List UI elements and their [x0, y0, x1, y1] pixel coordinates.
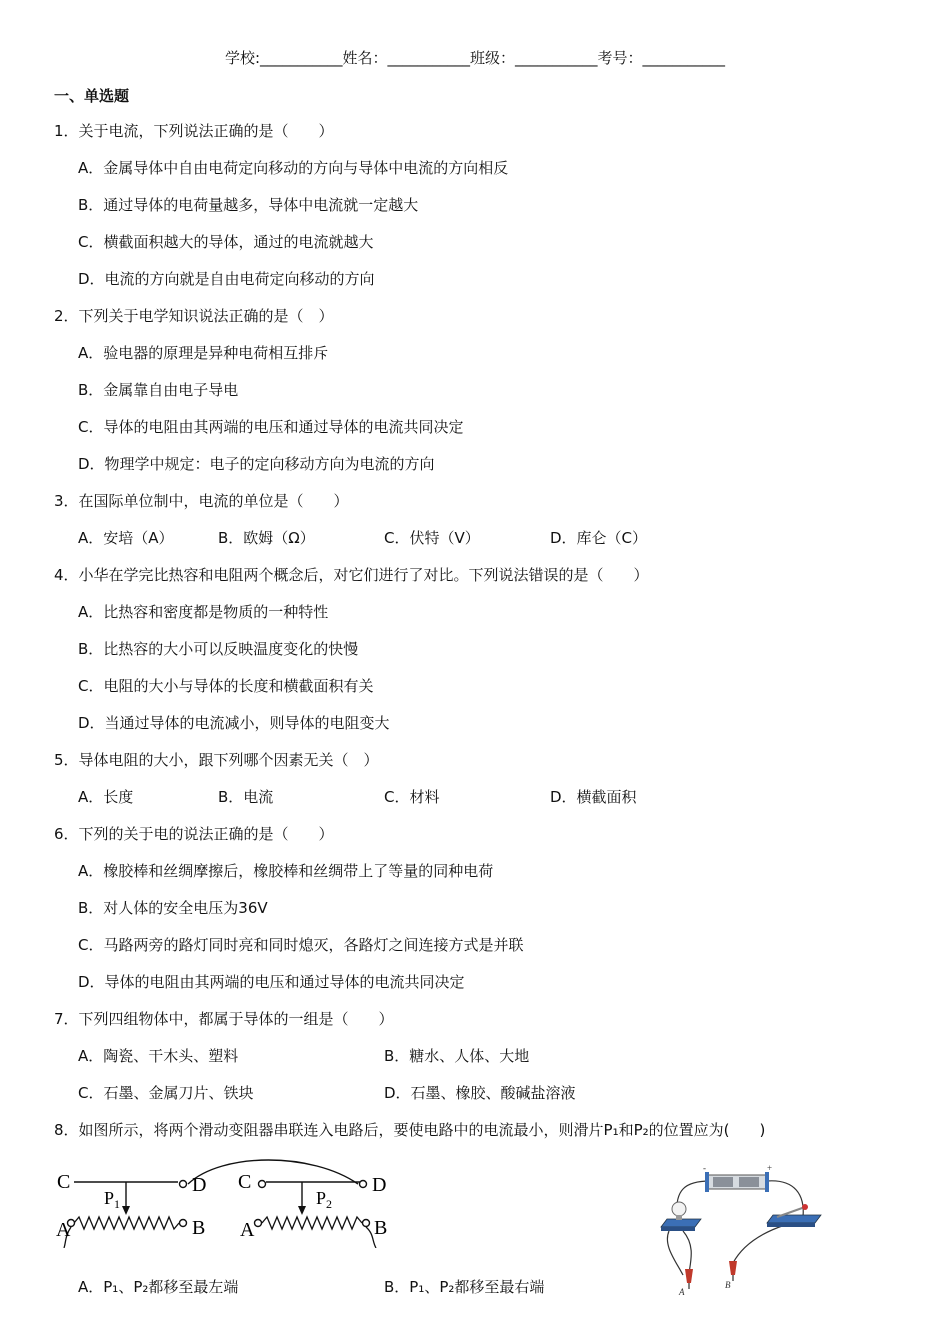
question-3-option-b: B．欧姆（Ω）: [218, 529, 315, 547]
question-7-stem: 7．下列四组物体中，都属于导体的一组是（ ）: [54, 1010, 394, 1028]
question-6-option-d: D．导体的电阻由其两端的电压和通过导体的电流共同决定: [78, 973, 465, 991]
question-4-stem: 4．小华在学完比热容和电阻两个概念后，对它们进行了对比。下列说法错误的是（ ）: [54, 566, 649, 584]
question-6-option-a: A．橡胶棒和丝绸摩擦后，橡胶棒和丝绸带上了等量的同种电荷: [78, 862, 494, 880]
clip-a-label: A: [679, 1287, 685, 1295]
question-7-option-a: A．陶瓷、干木头、塑料: [78, 1047, 239, 1065]
question-3-stem: 3．在国际单位制中，电流的单位是（ ）: [54, 492, 349, 510]
terminal-c2-label: C: [238, 1171, 252, 1193]
terminal-b1-label: B: [192, 1217, 206, 1239]
battery-plus-label: +: [767, 1165, 773, 1173]
slider-p2-label: $P_2$: [316, 1188, 333, 1211]
question-1-stem: 1．关于电流，下列说法正确的是（ ）: [54, 122, 334, 140]
question-2-option-c: C．导体的电阻由其两端的电压和通过导体的电流共同决定: [78, 418, 464, 436]
question-2-option-b: B．金属靠自由电子导电: [78, 381, 239, 399]
slider-p1-label: $P_1$: [104, 1188, 121, 1211]
terminal-b1: [180, 1220, 187, 1227]
terminal-d1: [180, 1181, 187, 1188]
question-4-option-b: B．比热容的大小可以反映温度变化的快慢: [78, 640, 359, 658]
question-1-option-c: C．横截面积越大的导体，通过的电流就越大: [78, 233, 374, 251]
connecting-wire: [188, 1160, 358, 1184]
question-1-option-a: A．金属导体中自由电荷定向移动的方向与导体中电流的方向相反: [78, 159, 509, 177]
question-5-option-b: B．电流: [218, 788, 274, 806]
question-1-option-b: B．通过导体的电荷量越多，导体中电流就一定越大: [78, 196, 419, 214]
terminal-c2: [259, 1181, 266, 1188]
question-2-stem: 2．下列关于电学知识说法正确的是（ ）: [54, 307, 334, 325]
question-8-option-b: B．P₁、P₂都移至最右端: [384, 1278, 545, 1296]
section-title: 一、单选题: [54, 87, 130, 105]
question-7-option-c: C．石墨、金属刀片、铁块: [78, 1084, 254, 1102]
question-3-option-a: A．安培（A）: [78, 529, 174, 547]
question-4-option-c: C．电阻的大小与导体的长度和横截面积有关: [78, 677, 374, 695]
terminal-d2: [360, 1181, 367, 1188]
terminal-a2-label: A: [240, 1219, 255, 1241]
question-6-option-c: C．马路两旁的路灯同时亮和同时熄灭，各路灯之间连接方式是并联: [78, 936, 524, 954]
resistance-wire-1: [74, 1217, 179, 1229]
question-6-option-b: B．对人体的安全电压为36V: [78, 899, 268, 917]
question-8-option-a: A．P₁、P₂都移至最左端: [78, 1278, 239, 1296]
rheostat-diagram: [52, 1158, 402, 1248]
switch: [767, 1204, 821, 1227]
question-7-option-d: D．石墨、橡胶、酸碱盐溶液: [384, 1084, 576, 1102]
question-4-option-a: A．比热容和密度都是物质的一种特性: [78, 603, 329, 621]
question-6-stem: 6．下列的关于电的说法正确的是（ ）: [54, 825, 334, 843]
question-8-stem: 8．如图所示，将两个滑动变阻器串联连入电路后，要使电路中的电流最小，则滑片P₁和P₂的位置应为( ): [54, 1121, 766, 1139]
alligator-clip-a: [678, 1269, 693, 1295]
terminal-a1-label: A: [56, 1219, 71, 1241]
battery-holder: [703, 1165, 772, 1192]
terminal-d2-label: D: [372, 1174, 387, 1196]
question-2-option-d: D．物理学中规定：电子的定向移动方向为电流的方向: [78, 455, 435, 473]
question-3-option-d: D．库仑（C）: [550, 529, 648, 547]
terminal-a2: [255, 1220, 262, 1227]
rheostat-1: [56, 1171, 206, 1248]
terminal-b2: [363, 1220, 370, 1227]
terminal-b2-label: B: [374, 1217, 388, 1239]
question-5-option-c: C．材料: [384, 788, 440, 806]
question-3-option-c: C．伏特（V）: [384, 529, 480, 547]
battery-minus-label: -: [703, 1165, 706, 1173]
light-bulb: [661, 1202, 701, 1231]
terminal-d1-label: D: [192, 1174, 207, 1196]
question-1-option-d: D．电流的方向就是自由电荷定向移动的方向: [78, 270, 375, 288]
circuit-illustration: [655, 1165, 835, 1295]
question-2-option-a: A．验电器的原理是异种电荷相互排斥: [78, 344, 329, 362]
question-7-option-b: B．糖水、人体、大地: [384, 1047, 530, 1065]
rheostat-2: [238, 1171, 387, 1248]
question-5-option-d: D．横截面积: [550, 788, 637, 806]
clip-b-label: B: [725, 1280, 731, 1290]
terminal-c1-label: C: [57, 1171, 71, 1193]
question-4-option-d: D．当通过导体的电流减小，则导体的电阻变大: [78, 714, 390, 732]
alligator-clip-b: [725, 1261, 737, 1290]
student-info-header: 学校:___________姓名：___________班级：___________考号：___________: [224, 49, 726, 67]
question-5-stem: 5．导体电阻的大小，跟下列哪个因素无关（ ）: [54, 751, 379, 769]
question-5-option-a: A．长度: [78, 788, 134, 806]
resistance-wire-2: [262, 1217, 362, 1229]
